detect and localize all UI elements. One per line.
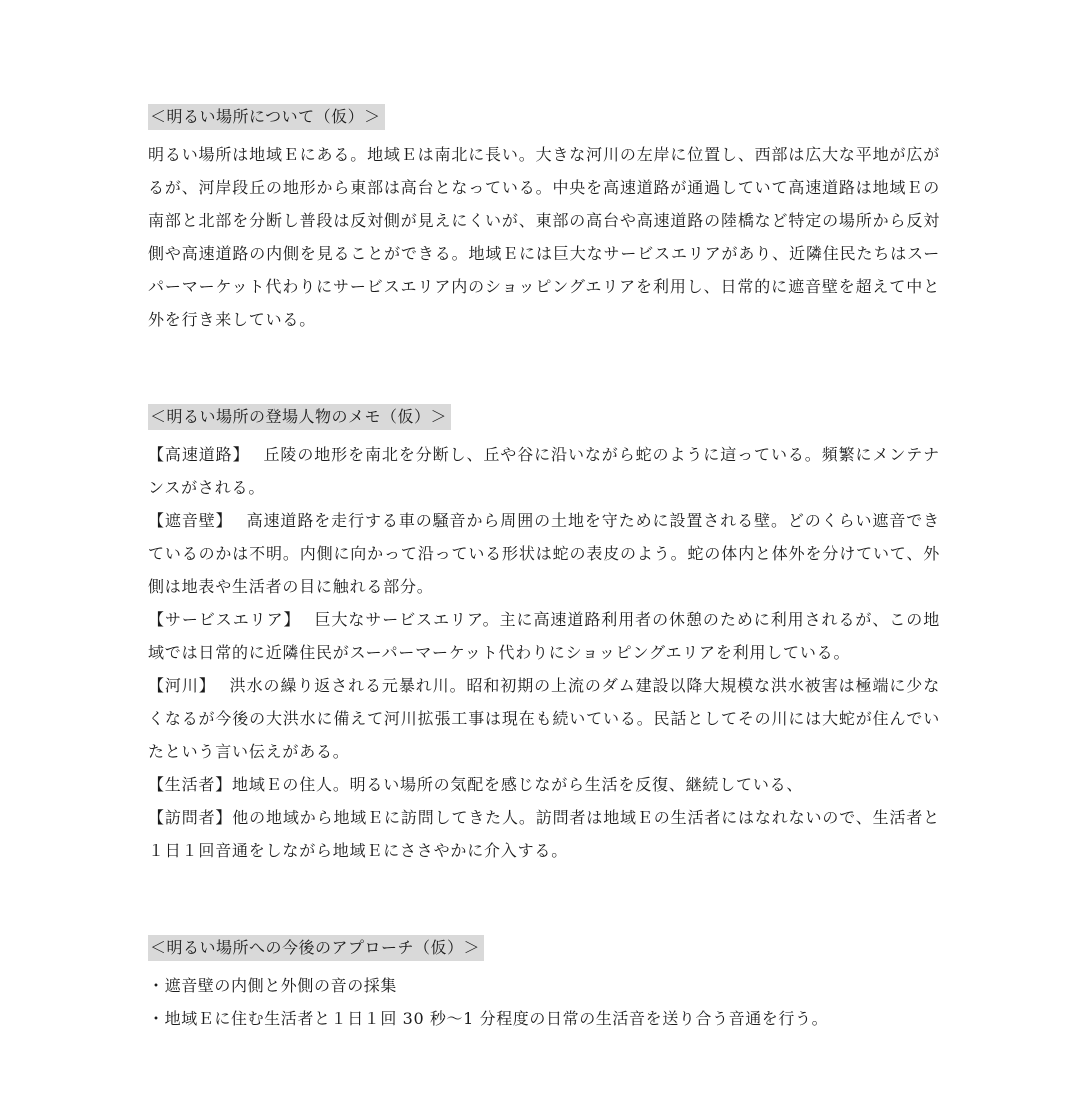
entry-term: 【サービスエリア】 <box>148 610 301 629</box>
entry-text: 高速道路を走行する車の騒音から周囲の土地を守ために設置される壁。どのくらい遮音できているのかは不明。内側に向かって沿っている形状は蛇の表皮のよう。蛇の体内と体外を分けていて、外側は地表や生活者の目に触れる部分。 <box>148 511 940 596</box>
entry-highway <box>148 438 940 504</box>
entry-resident <box>148 768 940 801</box>
entry-text: 洪水の繰り返される元暴れ川。昭和初期の上流のダム建設以降大規模な洪水被害は極端に少なくなるが今後の大洪水に備えて河川拡張工事は現在も続いている。民話としてその川には大蛇が住んでいたという言い伝えがある。 <box>148 676 940 761</box>
entry-term: 【訪問者】 <box>148 808 233 827</box>
section-body: 明るい場所は地域Ｅにある。地域Ｅは南北に長い。大きな河川の左岸に位置し、西部は広大な平地が広がるが、河岸段丘の地形から東部は高台となっている。中央を高速道路が通過していて高速道路は地域Ｅの南部と北部を分断し普段は反対側が見えにくいが、東部の高台や高速道路の陸橋など特定の場所から反対側や高速道路の内側を見ることができる。地域Ｅには巨大なサービスエリアがあり、近隣住民たちはスーパーマーケット代わりにサービスエリア内のショッピングエリアを利用し、日常的に遮音壁を超えて中と外を行き来している。 <box>148 145 940 329</box>
entry-term: 【生活者】 <box>148 775 233 794</box>
bullet-item: ・地域Ｅに住む生活者と１日１回 30 秒〜1 分程度の日常の生活音を送り合う音通を行う。 <box>148 1009 829 1028</box>
entry-term: 【遮音壁】 <box>148 511 233 530</box>
bullet-item: ・遮音壁の内側と外側の音の採集 <box>148 976 398 995</box>
entry-visitor <box>148 801 940 867</box>
entry-text: 他の地域から地域Ｅに訪問してきた人。訪問者は地域Ｅの生活者にはなれないので、生活者と１日１回音通をしながら地域Ｅにささやかに介入する。 <box>148 808 940 860</box>
entry-text: 巨大なサービスエリア。主に高速道路利用者の休憩のために利用されるが、この地域では日常的に近隣住民がスーパーマーケット代わりにショッピングエリアを利用している。 <box>148 610 940 662</box>
entry-term: 【河川】 <box>148 676 216 695</box>
section-characters <box>148 400 940 867</box>
entry-text: 地域Ｅの住人。明るい場所の気配を感じながら生活を反復、継続している、 <box>232 775 804 794</box>
document-page <box>148 100 940 1035</box>
entry-sound-barrier <box>148 504 940 603</box>
section-heading: ＜明るい場所について（仮）＞ <box>148 104 385 130</box>
section-heading: ＜明るい場所の登場人物のメモ（仮）＞ <box>148 404 451 430</box>
section-approach <box>148 931 940 1035</box>
section-gap <box>148 867 940 931</box>
section-about <box>148 100 940 336</box>
entry-service-area <box>148 603 940 669</box>
entry-text: 丘陵の地形を南北を分断し、丘や谷に沿いながら蛇のように這っている。頻繁にメンテナンスがされる。 <box>148 445 940 497</box>
entry-river <box>148 669 940 768</box>
section-heading: ＜明るい場所への今後のアプローチ（仮）＞ <box>148 935 484 961</box>
section-gap <box>148 336 940 400</box>
entry-term: 【高速道路】 <box>148 445 250 464</box>
